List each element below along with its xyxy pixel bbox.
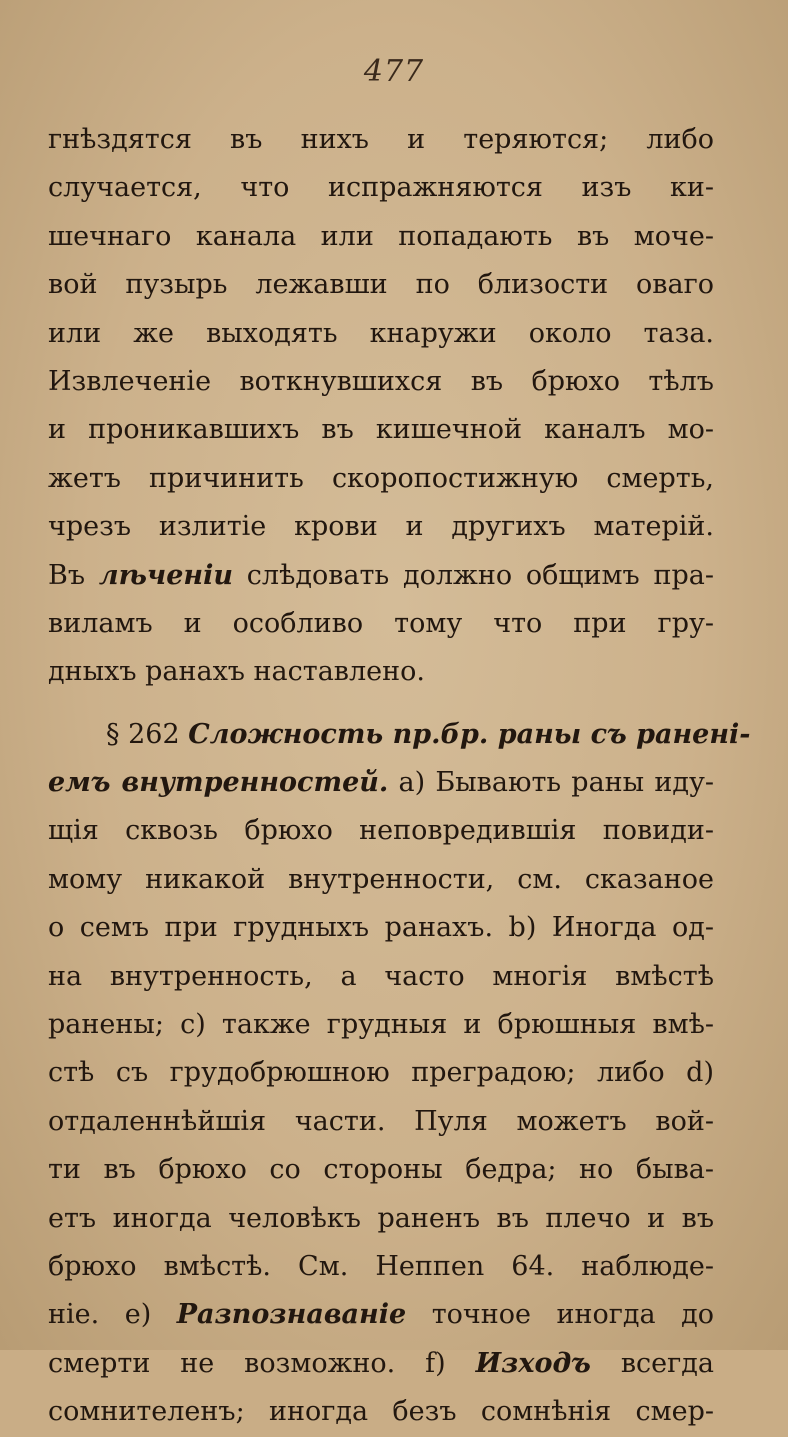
body-text [48, 116, 751, 1437]
text-line: дныхъ ранахъ наставлено. [48, 656, 425, 688]
text-line: брюхо вмѣстѣ. См. Heппen 64. наблюде- [48, 1250, 714, 1282]
text-line: о семъ при грудныхъ ранахъ. b) Иногда од- [48, 912, 714, 944]
text-segment: ніе. е) [48, 1299, 177, 1331]
italic-term: Разпознаваніе [176, 1299, 407, 1331]
section-title: Сложность пр.бр. раны съ раненi- [188, 718, 751, 750]
text-segment: слѣдовать должно общимъ пра- [232, 559, 714, 591]
page-number: 477 [363, 54, 425, 89]
text-line: случается, что испражняются изъ ки- [48, 172, 714, 204]
text-segment: а) Бывають раны иду- [388, 767, 714, 799]
text-line: чрезъ излитіе крови и другихъ матерій. [48, 511, 714, 543]
section-title: емъ внутренностей. [48, 767, 389, 799]
text-segment: смерти не возможно. f) [48, 1347, 476, 1379]
text-line: вой пузырь лежавши по близости оваго [48, 269, 714, 301]
text-line: ранены; с) также грудныя и брюшныя вмѣ- [48, 1009, 714, 1041]
italic-term: Изходъ [475, 1347, 591, 1379]
text-line: ти въ брюхо со стороны бедра; но быва- [48, 1154, 714, 1186]
text-line: Извлеченіе воткнувшихся въ брюхо тѣлъ [48, 365, 714, 397]
text-line: или же выходять кнаружи около таза. [48, 317, 714, 349]
text-line: щія сквозь брюхо неповредившія повиди- [48, 815, 714, 847]
text-line: отдаленнѣйшія части. Пуля можетъ вой- [48, 1105, 714, 1137]
text-line: виламъ и особливо тому что при гру- [48, 607, 714, 639]
text-line: мому никакой внутренности, см. сказаное [48, 863, 714, 895]
text-line [48, 1340, 714, 1388]
text-line: сомнителенъ; иногда безъ сомнѣнія смер- [48, 1396, 714, 1428]
section-number: § 262 [106, 718, 189, 750]
text-line: на внутренность, а часто многія вмѣстѣ [48, 960, 714, 992]
text-line [48, 759, 714, 807]
text-segment: Въ [48, 559, 99, 591]
text-line [48, 552, 714, 600]
text-segment: точное иногда до [406, 1299, 714, 1331]
text-line: и проникавшихъ въ кишечной каналъ мо- [48, 414, 714, 446]
text-line: жетъ причинить скоропостижную смерть, [48, 462, 714, 494]
section-heading-line [48, 711, 751, 759]
text-line: шечнаго канала или попадають въ моче- [48, 220, 714, 252]
text-line: етъ иногда человѣкъ раненъ въ плечо и въ [48, 1202, 714, 1234]
text-line: гнѣздятся въ нихъ и теряются; либо [48, 124, 714, 155]
text-line: стѣ съ грудобрюшною преградою; либо d) [48, 1057, 714, 1089]
italic-term: лѣченіи [98, 559, 233, 591]
text-segment: всегда [590, 1347, 714, 1379]
text-line [48, 1291, 714, 1339]
